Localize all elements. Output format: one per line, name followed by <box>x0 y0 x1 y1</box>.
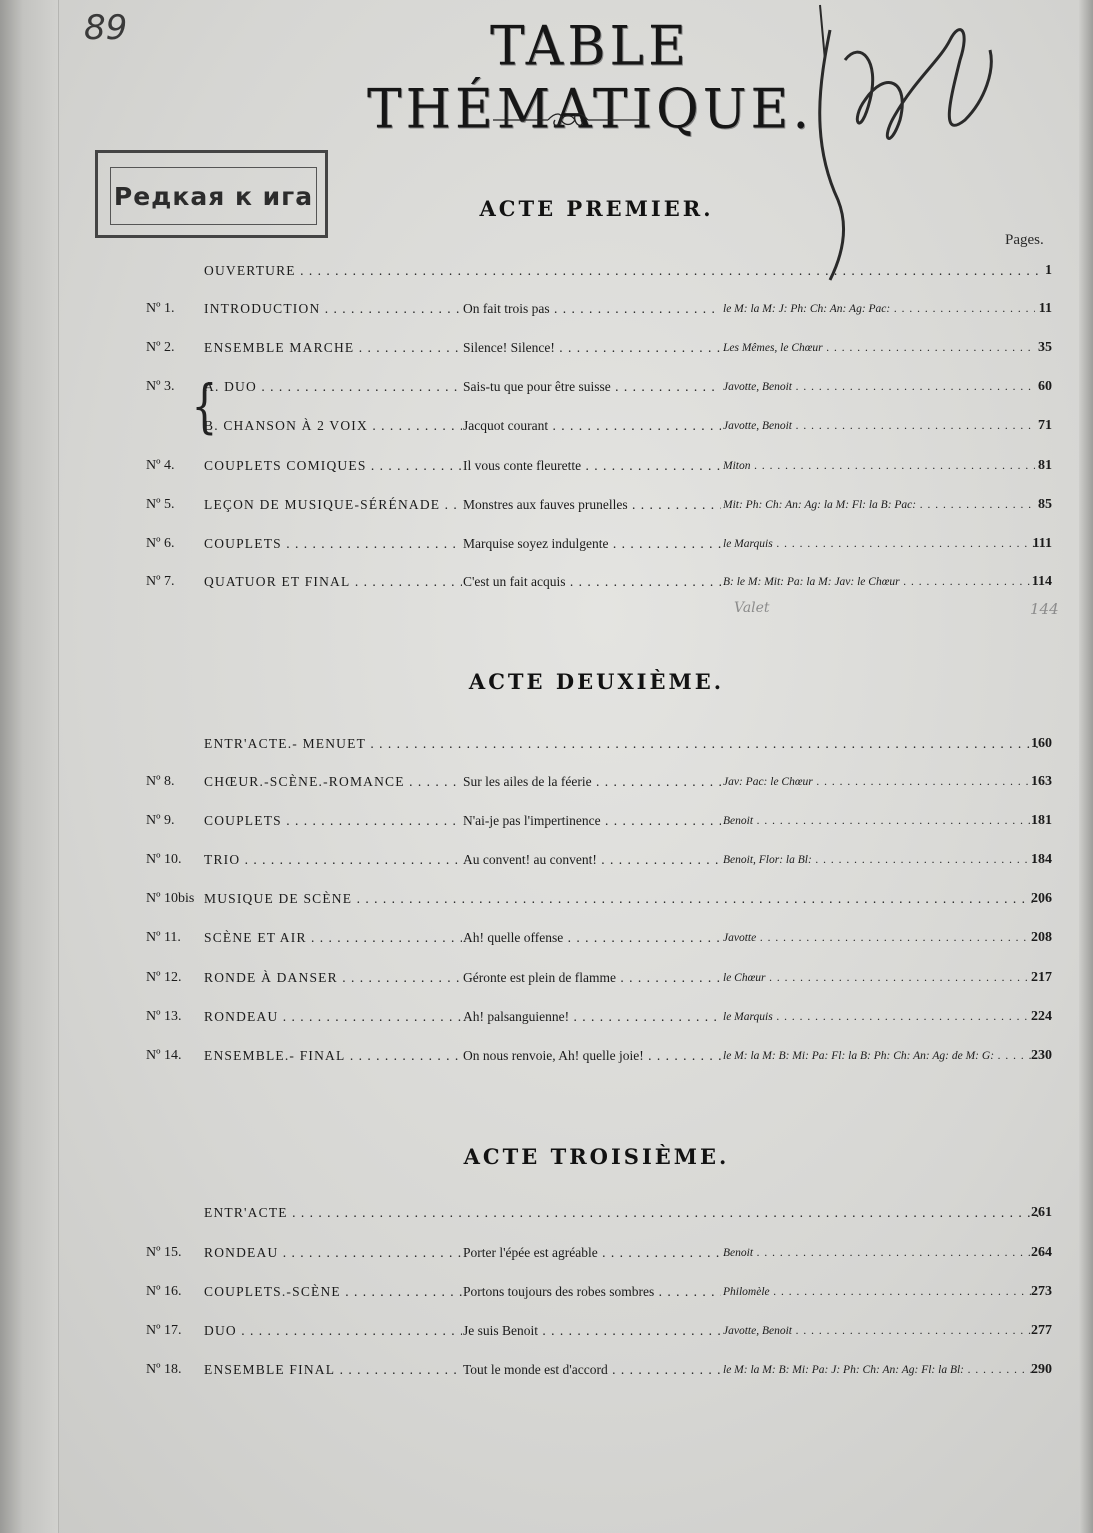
entry-title: RONDEAU . . . <box>204 1242 462 1264</box>
toc-entry <box>146 810 1052 832</box>
entry-incipit: On fait trois pas . . . <box>463 298 721 320</box>
entry-incipit: Il vous conte fleurette . . . <box>463 455 721 477</box>
entry-page: 230 <box>1031 1048 1052 1063</box>
page-title: TABLE THÉMATIQUE. <box>366 15 814 141</box>
entry-incipit: Au convent! au convent! . . . <box>463 849 721 871</box>
toc-entry <box>146 1006 1052 1028</box>
toc-entry <box>146 455 1052 477</box>
entry-incipit: Portons toujours des robes sombres . . . <box>463 1281 721 1303</box>
entry-number: Nº 3. <box>146 379 175 394</box>
entry-characters: le M: la M: B: Mi: Pa: J: Ph: Ch: An: Ag: Fl: la Bl: . . . <box>723 1359 1035 1381</box>
toc-entry <box>146 494 1052 516</box>
entry-number: Nº 13. <box>146 1009 182 1024</box>
entry-title: OUVERTURE . . . <box>204 260 1044 282</box>
entry-title: COUPLETS . . . <box>204 810 462 832</box>
entry-page: 163 <box>1031 774 1052 789</box>
stamp-text: Редкая к ига <box>110 167 317 225</box>
entry-page: 184 <box>1031 852 1052 867</box>
toc-entry <box>146 967 1052 989</box>
entry-characters: Les Mêmes, le Chœur . . . <box>723 337 1035 359</box>
entry-incipit: On nous renvoie, Ah! quelle joie! . . . <box>463 1045 721 1067</box>
entry-title: ENSEMBLE.- FINAL . . . <box>204 1045 462 1067</box>
entry-characters: le Chœur . . . <box>723 967 1035 989</box>
entry-characters: le Marquis . . . <box>723 533 1035 555</box>
entry-number: Nº 11. <box>146 930 181 945</box>
entry-number: Nº 1. <box>146 301 175 316</box>
entry-page: 81 <box>1038 458 1052 473</box>
toc-entry <box>146 1242 1052 1264</box>
entry-page: 181 <box>1031 813 1052 828</box>
entry-characters: Javotte, Benoit . . . <box>723 1320 1035 1342</box>
entry-incipit: N'ai-je pas l'impertinence . . . <box>463 810 721 832</box>
binding-edge <box>0 0 59 1533</box>
entry-number: Nº 10bis <box>146 891 195 906</box>
toc-entry <box>146 337 1052 359</box>
entry-page: 208 <box>1031 930 1052 945</box>
entry-title: QUATUOR ET FINAL . . . <box>204 571 462 593</box>
entry-title: ENSEMBLE FINAL . . . <box>204 1359 462 1381</box>
entry-page: 264 <box>1031 1245 1052 1260</box>
entry-number: Nº 17. <box>146 1323 182 1338</box>
entry-incipit: Ah! palsanguienne! . . . <box>463 1006 721 1028</box>
toc-entry <box>146 376 1052 398</box>
toc-entry <box>146 927 1052 949</box>
toc-entry <box>146 888 1052 910</box>
entry-incipit: Sur les ailes de la féerie . . . <box>463 771 721 793</box>
brace-nr3: { <box>191 372 218 440</box>
entry-title: COUPLETS.-SCÈNE . . . <box>204 1281 462 1303</box>
toc-entry <box>146 771 1052 793</box>
entry-title: SCÈNE ET AIR . . . <box>204 927 462 949</box>
toc-entry <box>146 1359 1052 1381</box>
act-heading: ACTE TROISIÈME. <box>463 1144 730 1169</box>
entry-page: 1 <box>1045 263 1052 278</box>
entry-page: 273 <box>1031 1284 1052 1299</box>
entry-number: Nº 12. <box>146 970 182 985</box>
entry-incipit: Jacquot courant . . . <box>463 415 721 437</box>
entry-page: 217 <box>1031 970 1052 985</box>
entry-title: COUPLETS COMIQUES . . . <box>204 455 462 477</box>
entry-characters: Javotte, Benoit . . . <box>723 415 1035 437</box>
toc-entry <box>146 1045 1052 1067</box>
entry-title: COUPLETS . . . <box>204 533 462 555</box>
pencil-note-2: Valet <box>734 600 770 616</box>
pages-column-label: Pages. <box>1005 232 1044 248</box>
entry-page: 35 <box>1038 340 1052 355</box>
entry-incipit: Tout le monde est d'accord . . . <box>463 1359 721 1381</box>
entry-incipit: Ah! quelle offense . . . <box>463 927 721 949</box>
toc-entry <box>146 260 1052 282</box>
entry-incipit: C'est un fait acquis . . . <box>463 571 721 593</box>
entry-characters: le Marquis . . . <box>723 1006 1035 1028</box>
entry-incipit: Porter l'épée est agréable . . . <box>463 1242 721 1264</box>
entry-incipit: Silence! Silence! . . . <box>463 337 721 359</box>
entry-number: Nº 4. <box>146 458 175 473</box>
entry-incipit: Je suis Benoit . . . <box>463 1320 721 1342</box>
entry-title: LEÇON DE MUSIQUE-SÉRÉNADE . . . <box>204 494 462 516</box>
handwritten-signature <box>790 0 1020 290</box>
entry-characters: Philomèle . . . <box>723 1281 1035 1303</box>
entry-characters: le M: la M: B: Mi: Pa: Fl: la B: Ph: Ch: An: Ag: de M: G: . . . <box>723 1045 1035 1067</box>
toc-entry <box>146 1281 1052 1303</box>
entry-title: MUSIQUE DE SCÈNE . . . <box>204 888 1044 910</box>
entry-number: Nº 15. <box>146 1245 182 1260</box>
entry-number: Nº 5. <box>146 497 175 512</box>
entry-page: 85 <box>1038 497 1052 512</box>
entry-page: 160 <box>1031 736 1052 751</box>
toc-entry <box>146 1320 1052 1342</box>
entry-incipit: Marquise soyez indulgente . . . <box>463 533 721 555</box>
entry-page: 277 <box>1031 1323 1052 1338</box>
entry-page: 206 <box>1031 891 1052 906</box>
entry-title: CHŒUR.-SCÈNE.-ROMANCE . . . <box>204 771 462 793</box>
entry-page: 290 <box>1031 1362 1052 1377</box>
entry-number: Nº 16. <box>146 1284 182 1299</box>
entry-characters: B: le M: Mit: Pa: la M: Jav: le Chœur . . . <box>723 571 1035 593</box>
entry-page: 60 <box>1038 379 1052 394</box>
toc-entry <box>146 533 1052 555</box>
library-stamp <box>95 150 328 238</box>
entry-characters: Javotte . . . <box>723 927 1035 949</box>
entry-characters: Benoit . . . <box>723 1242 1035 1264</box>
shelf-mark: 89 <box>84 8 128 48</box>
entry-title: A. DUO . . . <box>204 376 462 398</box>
toc-entry <box>146 415 1052 437</box>
entry-page: 114 <box>1031 574 1052 589</box>
entry-number: Nº 18. <box>146 1362 182 1377</box>
entry-characters: Jav: Pac: le Chœur . . . <box>723 771 1035 793</box>
entry-number: Nº 14. <box>146 1048 182 1063</box>
entry-characters: Benoit . . . <box>723 810 1035 832</box>
pencil-note-1: 144 <box>1030 600 1059 618</box>
entry-incipit: Géronte est plein de flamme . . . <box>463 967 721 989</box>
entry-page: 261 <box>1031 1205 1052 1220</box>
entry-title: TRIO . . . <box>204 849 462 871</box>
entry-page: 11 <box>1038 301 1052 316</box>
entry-title: ENTR'ACTE.- MENUET . . . <box>204 733 1044 755</box>
entry-title: B. CHANSON À 2 VOIX . . . <box>204 415 462 437</box>
entry-characters: Javotte, Benoit . . . <box>723 376 1035 398</box>
act-heading: ACTE PREMIER. <box>479 196 714 221</box>
title-ornament <box>493 108 643 132</box>
entry-title: RONDEAU . . . <box>204 1006 462 1028</box>
toc-entry <box>146 571 1052 593</box>
entry-number: Nº 10. <box>146 852 182 867</box>
entry-number: Nº 9. <box>146 813 175 828</box>
entry-page: 224 <box>1031 1009 1052 1024</box>
entry-number: Nº 2. <box>146 340 175 355</box>
entry-characters: le M: la M: J: Ph: Ch: An: Ag: Pac: . . . <box>723 298 1035 320</box>
entry-title: RONDE À DANSER . . . <box>204 967 462 989</box>
toc-entry <box>146 849 1052 871</box>
page-edge <box>1079 0 1093 1533</box>
entry-characters: Miton . . . <box>723 455 1035 477</box>
entry-number: Nº 8. <box>146 774 175 789</box>
entry-characters: Mit: Ph: Ch: An: Ag: la M: Fl: la B: Pac: . . . <box>723 494 1035 516</box>
entry-incipit: Monstres aux fauves prunelles . . . <box>463 494 721 516</box>
entry-page: 71 <box>1038 418 1052 433</box>
entry-number: Nº 7. <box>146 574 175 589</box>
entry-title: ENTR'ACTE . . . <box>204 1202 1044 1224</box>
toc-entry <box>146 298 1052 320</box>
entry-title: INTRODUCTION . . . <box>204 298 462 320</box>
entry-page: 111 <box>1032 536 1052 551</box>
entry-number: Nº 6. <box>146 536 175 551</box>
act-heading: ACTE DEUXIÈME. <box>468 669 725 694</box>
entry-title: ENSEMBLE MARCHE . . . <box>204 337 462 359</box>
toc-entry <box>146 1202 1052 1224</box>
toc-entry <box>146 733 1052 755</box>
entry-title: DUO . . . <box>204 1320 462 1342</box>
entry-incipit: Sais-tu que pour être suisse . . . <box>463 376 721 398</box>
entry-characters: Benoit, Flor: la Bl: . . . <box>723 849 1035 871</box>
